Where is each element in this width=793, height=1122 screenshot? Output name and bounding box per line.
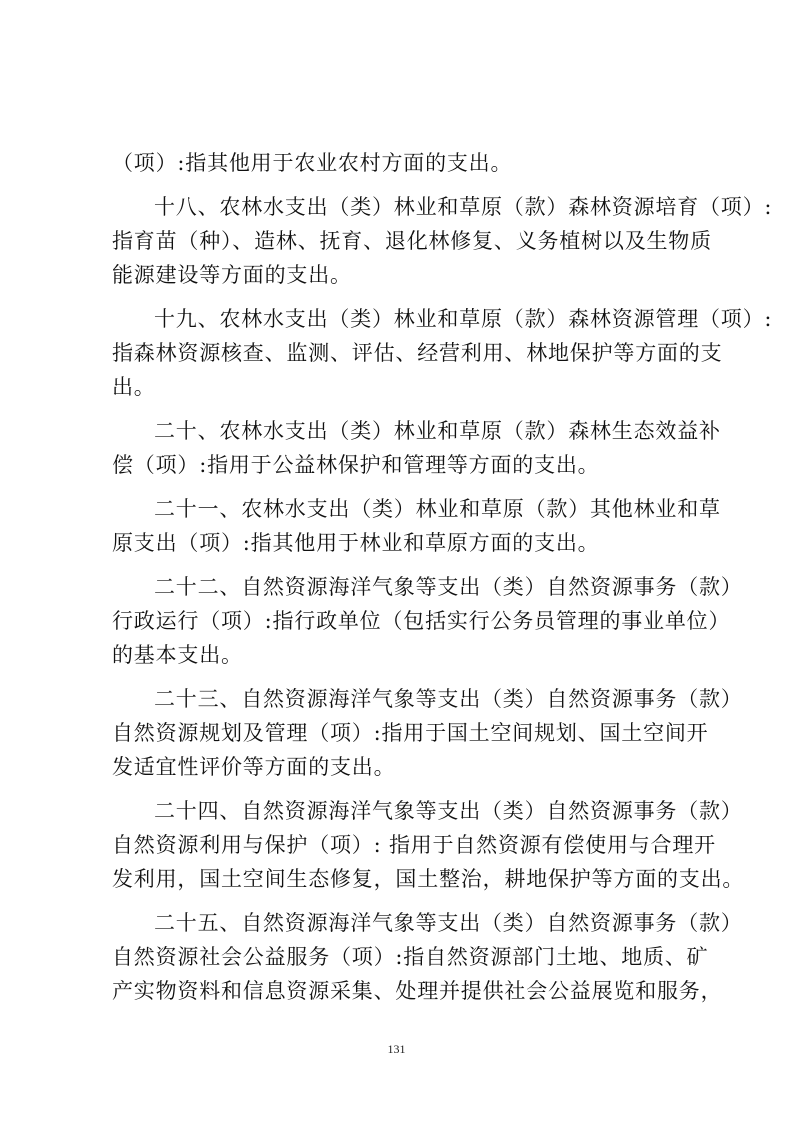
text-line: 二十四、自然资源海洋气象等支出（类）自然资源事务（款） [154, 799, 743, 823]
document-body [112, 146, 773, 1018]
page-number: 131 [387, 1042, 406, 1056]
text-line: 二十、农林水支出（类）林业和草原（款）森林生态效益补 [154, 419, 721, 443]
paragraph-item-18 [112, 190, 773, 292]
paragraph-item-20 [112, 414, 721, 482]
text-line: 自然资源社会公益服务（项）:指自然资源部门土地、地质、矿 [112, 945, 709, 969]
paragraph-item-25 [112, 906, 743, 1008]
text-line: 二十一、农林水支出（类）林业和草原（款）其他林业和草 [154, 497, 721, 521]
text-line: 行政运行（项）:指行政单位（包括实行公务员管理的事业单位） [112, 609, 731, 633]
text-line: 能源建设等方面的支出。 [112, 263, 352, 287]
text-line: 十九、农林水支出（类）林业和草原（款）森林资源管理（项）: [154, 307, 773, 331]
text-line: （项）:指其他用于农业农村方面的支出。 [112, 151, 513, 175]
paragraph-item-21 [112, 492, 721, 560]
paragraph-item-19 [112, 302, 773, 404]
text-line: 指育苗（种）、造林、抚育、退化林修复、义务植树以及生物质 [112, 229, 712, 253]
paragraph-continuation [112, 146, 702, 180]
text-line: 二十三、自然资源海洋气象等支出（类）自然资源事务（款） [154, 687, 743, 711]
text-line: 偿（项）:指用于公益林保护和管理等方面的支出。 [112, 453, 600, 477]
text-line: 十八、农林水支出（类）林业和草原（款）森林资源培育（项）: [154, 195, 773, 219]
text-line: 原支出（项）:指其他用于林业和草原方面的支出。 [112, 531, 600, 555]
paragraph-item-23 [112, 682, 743, 784]
text-line: 二十二、自然资源海洋气象等支出（类）自然资源事务（款） [154, 575, 743, 599]
text-line: 二十五、自然资源海洋气象等支出（类）自然资源事务（款） [154, 911, 743, 935]
text-line: 的基本支出。 [112, 643, 243, 667]
paragraph-item-22 [112, 570, 743, 672]
text-line: 出。 [112, 375, 156, 399]
text-line: 产实物资料和信息资源采集、处理并提供社会公益展览和服务， [112, 979, 723, 1003]
text-line: 指森林资源核查、监测、评估、经营利用、林地保护等方面的支 [112, 341, 723, 365]
paragraph-item-24 [112, 794, 745, 896]
text-line: 发利用，国土空间生态修复，国土整治，耕地保护等方面的支出。 [112, 867, 745, 891]
text-line: 发适宜性评价等方面的支出。 [112, 755, 396, 779]
text-line: 自然资源利用与保护（项）: 指用于自然资源有偿使用与合理开 [112, 833, 716, 857]
text-line: 自然资源规划及管理（项）:指用于国土空间规划、国土空间开 [112, 721, 709, 745]
